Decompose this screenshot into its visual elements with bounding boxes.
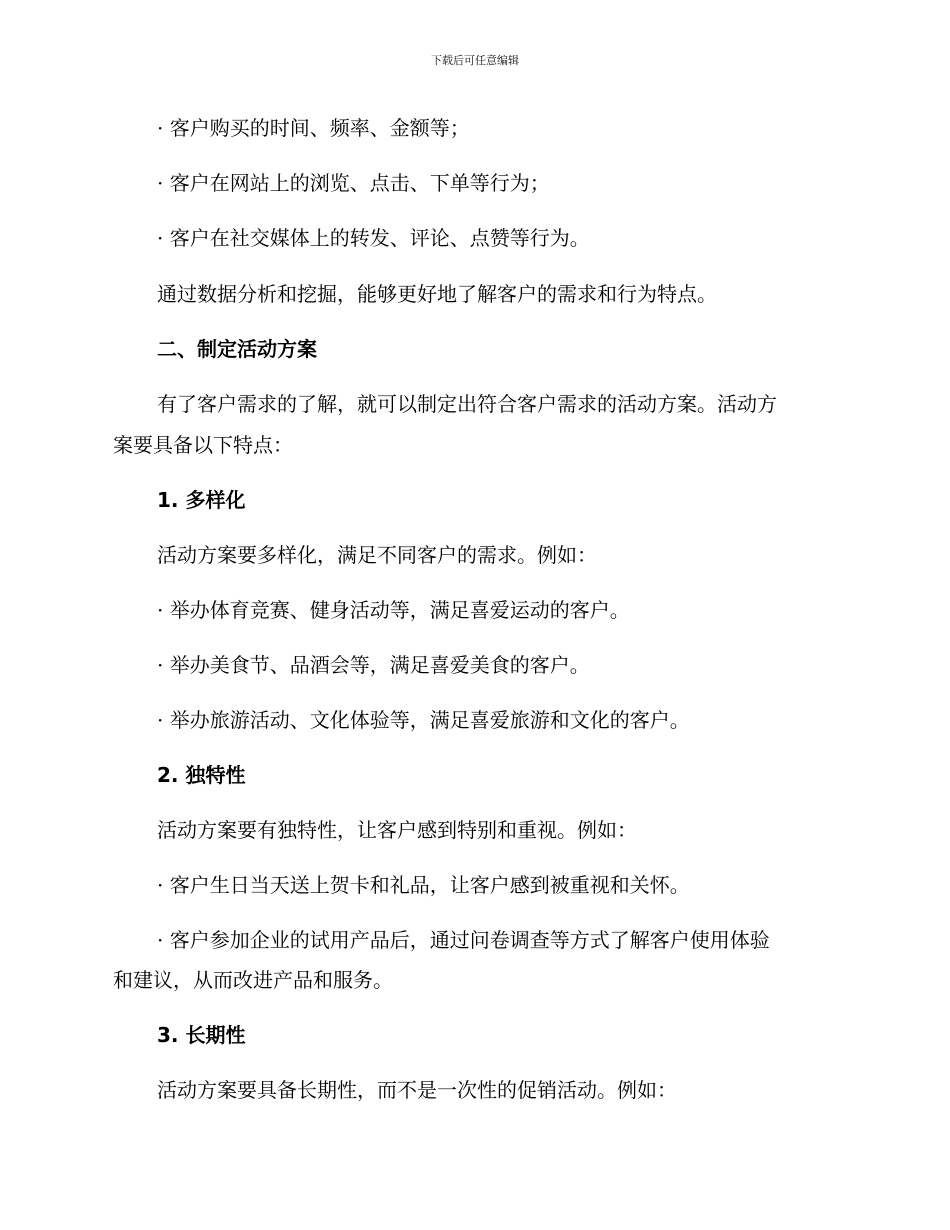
bullet-item: · 客户在网站上的浏览、点击、下单等行为； (157, 171, 550, 195)
paragraph: 有了客户需求的了解，就可以制定出符合客户需求的活动方案。活动方 (157, 392, 777, 416)
paragraph: 通过数据分析和挖掘，能够更好地了解客户的需求和行为特点。 (157, 282, 717, 306)
page-header: 下载后可任意编辑 (431, 54, 519, 67)
subsection-heading: 1. 多样化 (157, 488, 246, 512)
paragraph: 活动方案要多样化，满足不同客户的需求。例如： (157, 543, 597, 567)
bullet-item: · 客户生日当天送上贺卡和礼品，让客户感到被重视和关怀。 (157, 873, 690, 897)
subsection-heading: 2. 独特性 (157, 763, 246, 787)
paragraph-continuation: 案要具备以下特点： (113, 433, 293, 457)
bullet-item: · 举办体育竞赛、健身活动等，满足喜爱运动的客户。 (157, 598, 630, 622)
bullet-item: · 举办美食节、品酒会等，满足喜爱美食的客户。 (157, 653, 590, 677)
subsection-heading: 3. 长期性 (157, 1023, 246, 1047)
bullet-item: · 举办旅游活动、文化体验等，满足喜爱旅游和文化的客户。 (157, 708, 690, 732)
bullet-item: · 客户参加企业的试用产品后，通过问卷调查等方式了解客户使用体验 (157, 928, 770, 952)
paragraph: 活动方案要具备长期性，而不是一次性的促销活动。例如： (157, 1078, 677, 1102)
section-heading: 二、制定活动方案 (157, 337, 317, 361)
paragraph-continuation: 和建议，从而改进产品和服务。 (113, 968, 393, 992)
paragraph: 活动方案要有独特性，让客户感到特别和重视。例如： (157, 818, 637, 842)
bullet-item: · 客户购买的时间、频率、金额等； (157, 116, 470, 140)
bullet-item: · 客户在社交媒体上的转发、评论、点赞等行为。 (157, 226, 590, 250)
